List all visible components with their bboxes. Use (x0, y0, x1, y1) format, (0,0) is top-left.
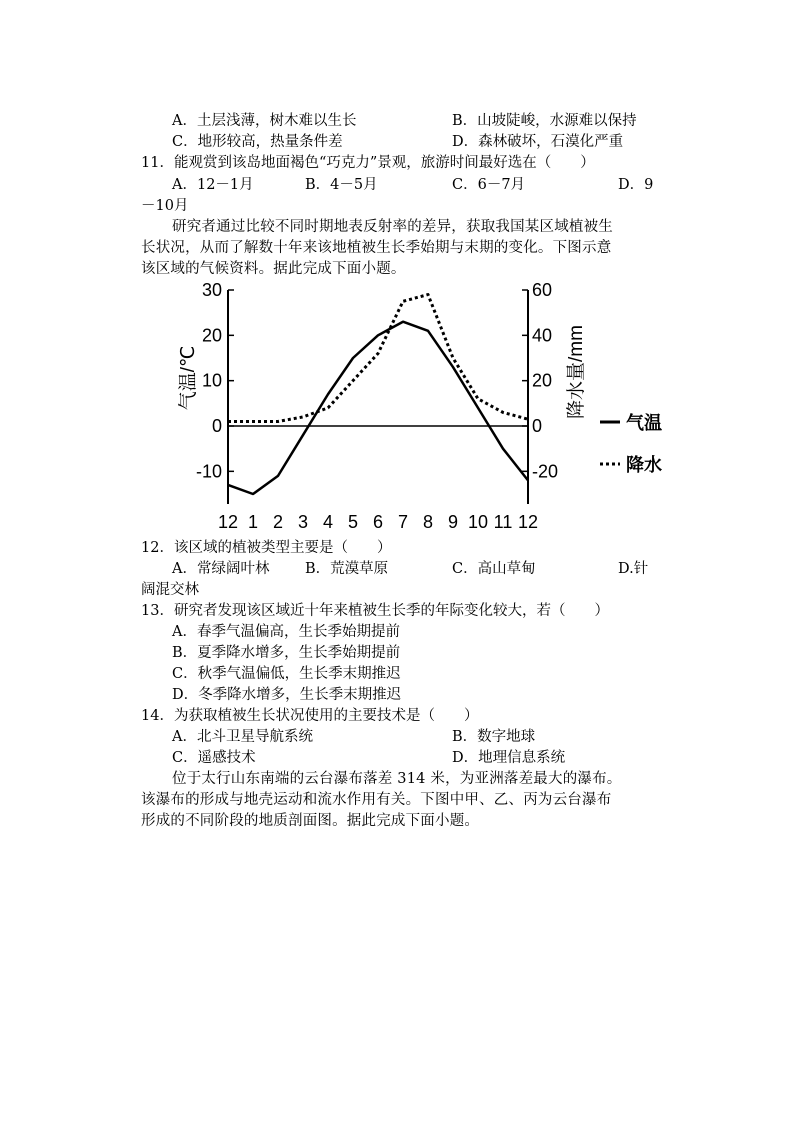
right-tick-label: 0 (532, 416, 543, 436)
x-tick-label: 12 (517, 512, 539, 532)
q10-option-a: A．土层浅薄，树木难以生长 (172, 113, 357, 129)
q10-option-d: D．森林破坏，石漠化严重 (452, 134, 624, 150)
x-tick-label: 6 (372, 512, 384, 532)
precipitation-series-line (228, 295, 528, 422)
passage2-line1: 位于太行山东南端的云台瀑布落差 314 米，为亚洲落差最大的瀑布。 (172, 771, 622, 787)
q13-stem: 13．研究者发现该区域近十年来植被生长季的年际变化较大，若（ ） (141, 603, 609, 619)
q14-option-c: C．遥感技术 (172, 750, 256, 766)
q11-option-c: C．6－7月 (452, 177, 526, 193)
x-tick-label: 12 (217, 512, 239, 532)
left-tick-label: -10 (195, 461, 222, 482)
legend-label: 降水 (626, 455, 662, 475)
x-tick-label: 5 (347, 512, 359, 532)
q11-option-d-continued: －10月 (141, 198, 189, 214)
passage2-line3: 形成的不同阶段的地质剖面图。据此完成下面小题。 (141, 813, 480, 829)
right-tick-label: 20 (532, 370, 553, 391)
x-tick-label: 4 (322, 512, 334, 532)
q14-option-a: A．北斗卫星导航系统 (172, 729, 313, 745)
q11-option-a: A．12－1月 (172, 177, 254, 193)
x-tick-label: 9 (447, 512, 459, 532)
q12-option-d-continued: 阔混交林 (141, 582, 199, 598)
temperature-series-line (228, 322, 528, 494)
q10-option-c: C．地形较高，热量条件差 (172, 134, 343, 150)
passage2-line2: 该瀑布的形成与地壳运动和流水作用有关。下图中甲、乙、丙为云台瀑布 (141, 792, 612, 808)
right-tick-label: 40 (532, 325, 553, 346)
right-tick-label: -20 (532, 461, 559, 482)
q12-stem: 12．该区域的植被类型主要是（ ） (141, 540, 392, 556)
x-tick-label: 3 (297, 512, 309, 532)
q14-option-d: D．地理信息系统 (452, 750, 566, 766)
q13-option-b: B．夏季降水增多，生长季始期提前 (172, 645, 401, 661)
left-axis-title: 气温/℃ (178, 345, 199, 411)
q10-option-b: B．山坡陡峻，水源难以保持 (452, 113, 637, 129)
x-tick-label: 11 (493, 512, 513, 532)
q13-option-a: A．春季气温偏高，生长季始期提前 (172, 624, 400, 640)
q11-option-b: B．4－5月 (305, 177, 378, 193)
x-tick-label: 1 (247, 512, 259, 532)
q14-option-b: B．数字地球 (452, 729, 536, 745)
q14-stem: 14．为获取植被生长状况使用的主要技术是（ ） (141, 708, 479, 724)
x-tick-label: 2 (272, 512, 284, 532)
right-tick-label: 60 (532, 282, 553, 300)
left-tick-label: 20 (201, 325, 222, 346)
q11-option-d: D．9 (618, 177, 654, 193)
passage1-line1: 研究者通过比较不同时期地表反射率的差异，获取我国某区域植被生 (172, 219, 613, 235)
x-tick-label: 7 (397, 512, 409, 532)
passage1-line3: 该区域的气候资料。据此完成下面小题。 (141, 261, 406, 277)
left-tick-label: 30 (201, 282, 222, 300)
q13-option-d: D．冬季降水增多，生长季末期推迟 (172, 687, 402, 703)
legend-label: 气温 (626, 413, 662, 433)
x-tick-label: 8 (422, 512, 434, 532)
climate-chart (160, 282, 680, 534)
right-axis-title: 降水量/mm (566, 325, 587, 419)
q12-option-d: D.针 (618, 561, 649, 577)
left-tick-label: 10 (201, 370, 222, 391)
q12-option-a: A．常绿阔叶林 (172, 561, 270, 577)
q13-option-c: C．秋季气温偏低，生长季末期推迟 (172, 666, 401, 682)
q12-option-b: B．荒漠草原 (305, 561, 389, 577)
q11-stem: 11．能观赏到该岛地面褐色“巧克力”景观，旅游时间最好选在（ ） (141, 155, 595, 171)
left-tick-label: 0 (211, 416, 222, 436)
x-tick-label: 10 (467, 512, 489, 532)
passage1-line2: 长状况，从而了解数十年来该地植被生长季始期与末期的变化。下图示意 (141, 240, 612, 256)
q12-option-c: C．高山草甸 (452, 561, 536, 577)
